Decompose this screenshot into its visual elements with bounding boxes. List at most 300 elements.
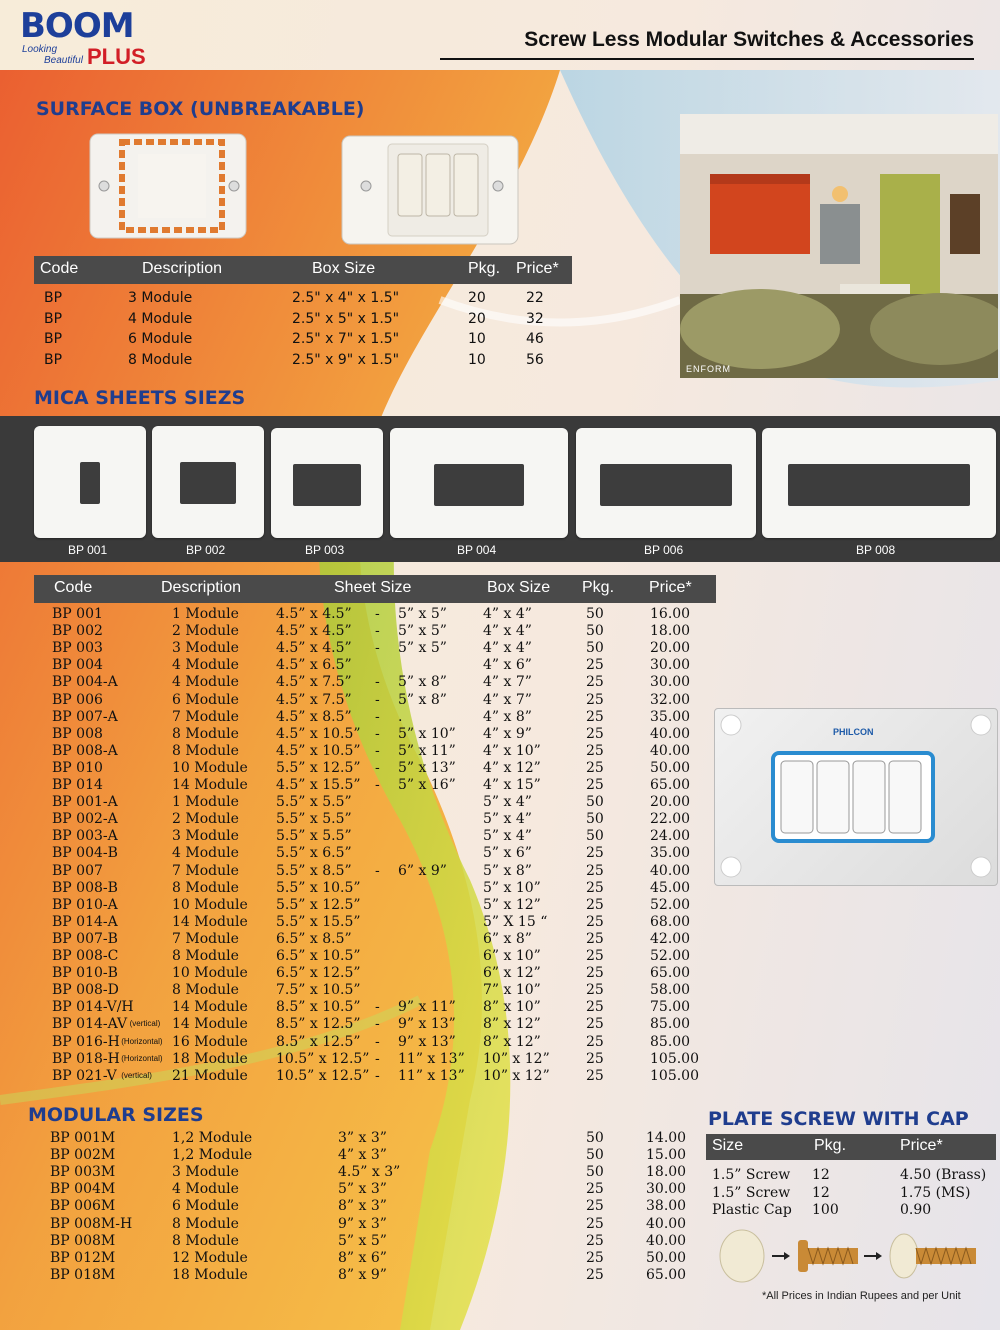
modular-code-cell: BP 004M [50, 1181, 116, 1198]
mica-code-cell: BP 010 [52, 759, 103, 776]
mica-pkg-cell: 25 [586, 657, 604, 674]
room-interior-illustration [680, 114, 998, 378]
modular-code-cell: BP 012M [50, 1249, 116, 1266]
modular-code-cell: BP 001M [50, 1130, 116, 1146]
modular-size-cell: 5” x 3” [338, 1181, 387, 1198]
mica-sheet-size-cell: 5.5” x 6.5” [276, 845, 352, 862]
mica-price-cell: 45.00 [650, 879, 691, 896]
mica-label-bp006: BP 006 [644, 543, 684, 557]
surface-box-description-cell: 6 Module [128, 331, 193, 347]
col-description: Description [142, 260, 223, 277]
mica-pkg-cell: 25 [586, 982, 604, 999]
surface-box-box-size-cell: 2.5" x 5" x 1.5" [292, 310, 400, 327]
mica-description-cell: 8 Module [172, 948, 239, 964]
surface-box-price-cell: 32 [526, 310, 544, 327]
logo-plus: PLUS [87, 44, 146, 69]
plate-screw-size-cell: 1.5” Screw [712, 1167, 791, 1183]
mica-sheet-size-cell: 4.5” x 15.5” [276, 777, 361, 793]
mica-price-cell: 20.00 [650, 640, 691, 657]
mica-sheet-size-alt-cell: 5” x 5” [398, 623, 447, 640]
mica-price-cell: 65.00 [650, 777, 691, 793]
mica-sheet-bp003 [271, 428, 383, 538]
mica-sheet-size-alt-cell: 5” x 10” [398, 725, 456, 742]
mica-code-cell: BP 003 [52, 640, 103, 657]
surface-box-box-size-cell: 2.5" x 9" x 1.5" [292, 351, 400, 368]
mica-box-size-cell: 7” x 10” [483, 982, 541, 999]
mica-sheets-title: MICA SHEETS SIEZS [34, 387, 246, 409]
mica-dash-cell: - [375, 674, 380, 691]
surface-box-price-cell: 22 [526, 290, 544, 306]
mica-price-cell: 85.00 [650, 1016, 691, 1033]
mica-code-note-cell: (Horizontal) [121, 1036, 163, 1046]
mica-price-cell: 65.00 [650, 965, 691, 982]
price-footnote: *All Prices in Indian Rupees and per Unit [762, 1290, 961, 1302]
mica-sheet-size-cell: 5.5” x 5.5” [276, 794, 352, 811]
mica-box-size-cell: 5” x 4” [483, 811, 532, 828]
mica-description-cell: 7 Module [172, 930, 239, 947]
mica-box-size-cell: 5” X 15 “ [483, 913, 548, 930]
modular-code-cell: BP 003M [50, 1164, 116, 1181]
plate-screw-pkg-cell: 12 [812, 1167, 830, 1183]
mica-pkg-cell: 25 [586, 930, 604, 947]
modular-size-cell: 9” x 3” [338, 1215, 387, 1232]
mica-description-cell: 2 Module [172, 623, 239, 640]
mica-col-pkg: Pkg. [582, 579, 615, 596]
surface-box-box-size-cell: 2.5" x 4" x 1.5" [292, 290, 400, 306]
mica-sheet-size-alt-cell: 5” x 5” [398, 606, 447, 622]
modular-code-cell: BP 002M [50, 1147, 116, 1164]
mica-pkg-cell: 25 [586, 674, 604, 691]
mica-sheet-size-cell: 5.5” x 5.5” [276, 828, 352, 845]
mica-description-cell: 10 Module [172, 759, 248, 776]
mica-description-cell: 6 Module [172, 691, 239, 708]
mica-sheet-size-cell: 10.5” x 12.5” [276, 1050, 370, 1067]
mica-label-bp003: BP 003 [305, 543, 345, 557]
modular-pkg-cell: 25 [586, 1198, 604, 1215]
surface-box-code-cell: BP [44, 290, 63, 306]
modular-price-cell: 30.00 [646, 1181, 687, 1198]
surface-box-description-cell: 4 Module [128, 310, 193, 327]
surface-box-title: SURFACE BOX (UNBREAKABLE) [36, 98, 365, 120]
mica-description-cell: 21 Module [172, 1067, 248, 1084]
mica-description-cell: 3 Module [172, 828, 239, 845]
mica-code-cell: BP 014-AV [52, 1016, 128, 1033]
mica-description-cell: 4 Module [172, 657, 239, 674]
mica-pkg-cell: 25 [586, 845, 604, 862]
mica-description-cell: 14 Module [172, 913, 248, 930]
col-price: Price* [516, 260, 559, 277]
modular-size-cell: 3” x 3” [338, 1130, 387, 1146]
mica-price-cell: 20.00 [650, 794, 691, 811]
mica-description-cell: 4 Module [172, 674, 239, 691]
surface-box-code-cell: BP [44, 310, 63, 327]
mica-sheet-size-cell: 5.5” x 15.5” [276, 913, 361, 930]
mica-dash-cell: - [375, 691, 380, 708]
mica-code-cell: BP 014 [52, 777, 103, 793]
mica-price-cell: 52.00 [650, 896, 691, 913]
mica-price-cell: 16.00 [650, 606, 691, 622]
mica-sheet-size-alt-cell: 6” x 9” [398, 862, 447, 879]
mica-price-cell: 105.00 [650, 1067, 699, 1084]
mica-code-cell: BP 008 [52, 725, 103, 742]
mica-pkg-cell: 25 [586, 1067, 604, 1084]
surface-box-description-cell: 8 Module [128, 351, 193, 368]
mica-dash-cell: - [375, 1033, 380, 1050]
modular-code-cell: BP 008M [50, 1232, 116, 1249]
mica-description-cell: 14 Module [172, 1016, 248, 1033]
mica-dash-cell: - [375, 862, 380, 879]
mica-box-size-cell: 5” x 10” [483, 879, 541, 896]
mica-box-size-cell: 4” x 10” [483, 742, 541, 759]
mica-sheet-size-cell: 10.5” x 12.5” [276, 1067, 370, 1084]
mica-sheet-size-cell: 4.5” x 7.5” [276, 674, 352, 691]
screw-cap-illustration [716, 1226, 986, 1286]
mica-pkg-cell: 50 [586, 623, 604, 640]
mica-box-size-cell: 6” x 8” [483, 930, 532, 947]
mica-box-size-cell: 10” x 12” [483, 1050, 550, 1067]
mica-description-cell: 4 Module [172, 845, 239, 862]
surface-box-pkg-cell: 20 [468, 290, 486, 306]
modular-pkg-cell: 50 [586, 1130, 604, 1146]
surface-box-switch-image [340, 128, 520, 250]
mica-description-cell: 10 Module [172, 965, 248, 982]
modular-description-cell: 8 Module [172, 1215, 239, 1232]
mica-description-cell: 7 Module [172, 708, 239, 725]
mica-description-cell: 14 Module [172, 999, 248, 1016]
mica-sheet-size-alt-cell: 5” x 8” [398, 691, 447, 708]
mica-dash-cell: - [375, 999, 380, 1016]
mica-box-size-cell: 4” x 12” [483, 759, 541, 776]
modular-description-cell: 18 Module [172, 1266, 248, 1283]
modular-sizes-title: MODULAR SIZES [28, 1104, 204, 1126]
mica-sheet-size-cell: 4.5” x 4.5” [276, 606, 352, 622]
mica-code-note-cell: (Horizontal) [121, 1053, 163, 1063]
mica-sheet-size-cell: 4.5” x 7.5” [276, 691, 352, 708]
mica-pkg-cell: 25 [586, 1050, 604, 1067]
mica-price-cell: 52.00 [650, 948, 691, 964]
mica-sheet-size-cell: 6.5” x 8.5” [276, 930, 352, 947]
mica-sheet-size-cell: 5.5” x 12.5” [276, 896, 361, 913]
surface-box-price-cell: 46 [526, 331, 544, 347]
modular-code-cell: BP 018M [50, 1266, 116, 1283]
modular-price-cell: 40.00 [646, 1215, 687, 1232]
mica-sheet-size-alt-cell: 5” x 5” [398, 640, 447, 657]
plate-screw-pkg-cell: 12 [812, 1184, 830, 1201]
mica-sheet-size-alt-cell: 11” x 13” [398, 1067, 465, 1084]
modular-description-cell: 8 Module [172, 1232, 239, 1249]
mica-code-cell: BP 014-V/H [52, 999, 134, 1016]
mica-price-cell: 35.00 [650, 708, 691, 725]
modular-pkg-cell: 25 [586, 1215, 604, 1232]
logo-tagline-beautiful: Beautiful [44, 55, 83, 66]
mica-sheet-size-alt-cell: 9” x 13” [398, 1033, 456, 1050]
mica-price-cell: 35.00 [650, 845, 691, 862]
modular-pkg-cell: 25 [586, 1181, 604, 1198]
mica-dash-cell: - [375, 623, 380, 640]
mica-dash-cell: - [375, 640, 380, 657]
mica-code-cell: BP 007 [52, 862, 103, 879]
mica-price-cell: 40.00 [650, 742, 691, 759]
modular-pkg-cell: 50 [586, 1164, 604, 1181]
room-interior-photo [680, 114, 998, 378]
mica-box-size-cell: 5” x 6” [483, 845, 532, 862]
mica-pkg-cell: 50 [586, 606, 604, 622]
mica-pkg-cell: 25 [586, 759, 604, 776]
mica-code-cell: BP 004 [52, 657, 103, 674]
mica-description-cell: 16 Module [172, 1033, 248, 1050]
mica-sheet-size-cell: 5.5” x 5.5” [276, 811, 352, 828]
mica-price-cell: 75.00 [650, 999, 691, 1016]
mica-description-cell: 3 Module [172, 640, 239, 657]
modular-description-cell: 12 Module [172, 1249, 248, 1266]
logo-tagline-looking: Looking [22, 44, 58, 55]
modular-price-cell: 40.00 [646, 1232, 687, 1249]
brand-logo: BOOM [20, 6, 134, 46]
mica-dash-cell: - [375, 606, 380, 622]
plate-screw-title: PLATE SCREW WITH CAP [708, 1108, 969, 1130]
mica-price-cell: 24.00 [650, 828, 691, 845]
mica-description-cell: 8 Module [172, 725, 239, 742]
mica-label-bp002: BP 002 [186, 543, 226, 557]
mica-sheet-size-cell: 8.5” x 12.5” [276, 1016, 361, 1033]
mica-box-size-cell: 5” x 12” [483, 896, 541, 913]
mica-dash-cell: - [375, 742, 380, 759]
modular-price-cell: 15.00 [646, 1147, 687, 1164]
mica-col-price: Price* [649, 579, 692, 596]
mica-pkg-cell: 25 [586, 862, 604, 879]
mica-code-cell: BP 002-A [52, 811, 118, 828]
title-underline [440, 58, 974, 60]
mica-code-cell: BP 003-A [52, 828, 118, 845]
modular-code-cell: BP 008M-H [50, 1215, 133, 1232]
modular-price-cell: 65.00 [646, 1266, 687, 1283]
mica-price-cell: 58.00 [650, 982, 691, 999]
mica-label-bp004: BP 004 [457, 543, 497, 557]
modular-price-cell: 50.00 [646, 1249, 687, 1266]
mica-pkg-cell: 50 [586, 828, 604, 845]
photo-watermark: ENFORM [686, 364, 731, 374]
mica-sheet-size-alt-cell: 11” x 13” [398, 1050, 465, 1067]
modular-price-cell: 38.00 [646, 1198, 687, 1215]
mica-col-sheet-size: Sheet Size [334, 579, 412, 596]
modular-code-cell: BP 006M [50, 1198, 116, 1215]
mica-price-cell: 32.00 [650, 691, 691, 708]
mica-box-size-cell: 4” x 6” [483, 657, 532, 674]
mica-code-note-cell: (vertical) [121, 1070, 152, 1080]
mica-dash-cell: - [375, 1016, 380, 1033]
plate-screw-size-cell: 1.5” Screw [712, 1184, 791, 1201]
modular-size-cell: 8” x 9” [338, 1266, 387, 1283]
modular-size-cell: 8” x 6” [338, 1249, 387, 1266]
mica-code-cell: BP 004-B [52, 845, 118, 862]
mica-dash-cell: - [375, 759, 380, 776]
mica-dash-cell: - [375, 708, 380, 725]
mica-sheet-size-cell: 8.5” x 10.5” [276, 999, 361, 1016]
mica-box-size-cell: 8” x 12” [483, 1016, 541, 1033]
mica-box-size-cell: 8” x 12” [483, 1033, 541, 1050]
modular-pkg-cell: 25 [586, 1232, 604, 1249]
mica-box-size-cell: 5” x 8” [483, 862, 532, 879]
switch-plate-product [714, 708, 998, 886]
mica-dash-cell: - [375, 1050, 380, 1067]
surface-box-pkg-cell: 20 [468, 310, 486, 327]
mica-pkg-cell: 50 [586, 794, 604, 811]
mica-sheet-size-cell: 6.5” x 12.5” [276, 965, 361, 982]
mica-sheet-bp002 [152, 426, 264, 538]
plate-screw-pkg-cell: 100 [812, 1202, 839, 1218]
mica-box-size-cell: 4” x 4” [483, 623, 532, 640]
plate-screw-price-cell: 1.75 (MS) [900, 1184, 971, 1201]
mica-code-cell: BP 007-A [52, 708, 118, 725]
mica-sheet-size-cell: 4.5” x 10.5” [276, 725, 361, 742]
mica-pkg-cell: 25 [586, 913, 604, 930]
mica-box-size-cell: 8” x 10” [483, 999, 541, 1016]
mica-box-size-cell: 5” x 4” [483, 828, 532, 845]
plate-screw-table-header [706, 1134, 996, 1160]
surface-box-pkg-cell: 10 [468, 351, 486, 368]
plate-screw-price-cell: 0.90 [900, 1202, 932, 1218]
modular-size-cell: 4” x 3” [338, 1147, 387, 1164]
screw-col-pkg: Pkg. [814, 1137, 847, 1154]
mica-code-cell: BP 014-A [52, 913, 118, 930]
mica-price-cell: 22.00 [650, 811, 691, 828]
screw-col-price: Price* [900, 1137, 943, 1154]
mica-pkg-cell: 25 [586, 879, 604, 896]
surface-box-table-header [34, 256, 572, 284]
mica-sheet-size-alt-cell: 5” x 16” [398, 777, 456, 793]
mica-code-cell: BP 006 [52, 691, 103, 708]
mica-sheet-size-alt-cell: 9” x 11” [398, 999, 456, 1016]
mica-price-cell: 50.00 [650, 759, 691, 776]
mica-sheet-size-alt-cell: . [398, 708, 403, 725]
mica-pkg-cell: 25 [586, 691, 604, 708]
mica-pkg-cell: 25 [586, 1016, 604, 1033]
mica-col-description: Description [161, 579, 242, 596]
mica-dash-cell: - [375, 725, 380, 742]
surface-box-open-image [88, 128, 248, 244]
mica-dash-cell: - [375, 1067, 380, 1084]
mica-box-size-cell: 10” x 12” [483, 1067, 550, 1084]
modular-size-cell: 5” x 5” [338, 1232, 387, 1249]
surface-box-pkg-cell: 10 [468, 331, 486, 347]
mica-price-cell: 18.00 [650, 623, 691, 640]
mica-pkg-cell: 25 [586, 896, 604, 913]
mica-price-cell: 42.00 [650, 930, 691, 947]
mica-sheet-size-alt-cell: 9” x 13” [398, 1016, 456, 1033]
mica-sheet-size-cell: 4.5” x 4.5” [276, 640, 352, 657]
mica-description-cell: 14 Module [172, 777, 248, 793]
mica-description-cell: 8 Module [172, 879, 239, 896]
mica-code-cell: BP 018-H [52, 1050, 120, 1067]
mica-price-cell: 68.00 [650, 913, 691, 930]
mica-pkg-cell: 25 [586, 725, 604, 742]
mica-sheet-bp001 [34, 426, 146, 538]
mica-sheet-bp008 [762, 428, 996, 538]
col-pkg: Pkg. [468, 260, 501, 277]
mica-description-cell: 8 Module [172, 982, 239, 999]
mica-pkg-cell: 25 [586, 742, 604, 759]
mica-price-cell: 40.00 [650, 862, 691, 879]
modular-description-cell: 4 Module [172, 1181, 239, 1198]
mica-pkg-cell: 25 [586, 948, 604, 964]
modular-description-cell: 1,2 Module [172, 1130, 253, 1146]
mica-sheet-size-cell: 4.5” x 6.5” [276, 657, 352, 674]
mica-price-cell: 40.00 [650, 725, 691, 742]
mica-description-cell: 7 Module [172, 862, 239, 879]
mica-pkg-cell: 25 [586, 965, 604, 982]
mica-table-header [34, 575, 716, 603]
mica-pkg-cell: 25 [586, 777, 604, 793]
mica-sheet-size-cell: 6.5” x 10.5” [276, 948, 361, 964]
mica-sheet-size-cell: 4.5” x 8.5” [276, 708, 352, 725]
mica-sheet-size-cell: 4.5” x 4.5” [276, 623, 352, 640]
mica-sheet-bp006 [576, 428, 756, 538]
mica-description-cell: 18 Module [172, 1050, 248, 1067]
col-box-size: Box Size [312, 260, 376, 277]
mica-code-cell: BP 008-A [52, 742, 118, 759]
mica-sheet-size-cell: 7.5” x 10.5” [276, 982, 361, 999]
modular-description-cell: 1,2 Module [172, 1147, 253, 1164]
mica-pkg-cell: 50 [586, 640, 604, 657]
mica-box-size-cell: 6” x 12” [483, 965, 541, 982]
mica-sheet-bp004 [390, 428, 568, 538]
mica-box-size-cell: 4” x 7” [483, 691, 532, 708]
modular-description-cell: 3 Module [172, 1164, 239, 1181]
mica-sheet-size-alt-cell: 5” x 8” [398, 674, 447, 691]
mica-code-cell: BP 016-H [52, 1033, 120, 1050]
mica-price-cell: 85.00 [650, 1033, 691, 1050]
surface-box-box-size-cell: 2.5" x 7" x 1.5" [292, 331, 400, 347]
surface-box-price-cell: 56 [526, 351, 544, 368]
mica-price-cell: 105.00 [650, 1050, 699, 1067]
mica-description-cell: 8 Module [172, 742, 239, 759]
mica-code-cell: BP 008-D [52, 982, 119, 999]
modular-description-cell: 6 Module [172, 1198, 239, 1215]
mica-price-cell: 30.00 [650, 657, 691, 674]
mica-box-size-cell: 4” x 8” [483, 708, 532, 725]
mica-sheet-size-cell: 4.5” x 10.5” [276, 742, 361, 759]
mica-box-size-cell: 4” x 7” [483, 674, 532, 691]
surface-box-code-cell: BP [44, 331, 63, 347]
mica-box-size-cell: 4” x 4” [483, 606, 532, 622]
mica-pkg-cell: 50 [586, 811, 604, 828]
mica-code-cell: BP 010-B [52, 965, 118, 982]
page-title: Screw Less Modular Switches & Accessories [524, 28, 974, 51]
mica-sheet-size-alt-cell: 5” x 11” [398, 742, 456, 759]
modular-size-cell: 4.5” x 3” [338, 1164, 401, 1181]
surface-box-description-cell: 3 Module [128, 290, 193, 306]
modular-pkg-cell: 25 [586, 1249, 604, 1266]
mica-pkg-cell: 25 [586, 1033, 604, 1050]
mica-code-cell: BP 004-A [52, 674, 118, 691]
col-code: Code [40, 260, 79, 277]
mica-col-code: Code [54, 579, 93, 596]
mica-description-cell: 1 Module [172, 794, 239, 811]
mica-sheet-size-alt-cell: 5” x 13” [398, 759, 456, 776]
mica-price-cell: 30.00 [650, 674, 691, 691]
mica-sheet-size-cell: 8.5” x 12.5” [276, 1033, 361, 1050]
mica-dash-cell: - [375, 777, 380, 793]
modular-size-cell: 8” x 3” [338, 1198, 387, 1215]
mica-code-cell: BP 001-A [52, 794, 118, 811]
mica-code-cell: BP 002 [52, 623, 103, 640]
modular-price-cell: 18.00 [646, 1164, 687, 1181]
mica-code-cell: BP 008-C [52, 948, 119, 964]
mica-code-cell: BP 021-V [52, 1067, 117, 1084]
mica-box-size-cell: 4” x 4” [483, 640, 532, 657]
mica-label-bp001: BP 001 [68, 543, 108, 557]
mica-code-cell: BP 008-B [52, 879, 118, 896]
